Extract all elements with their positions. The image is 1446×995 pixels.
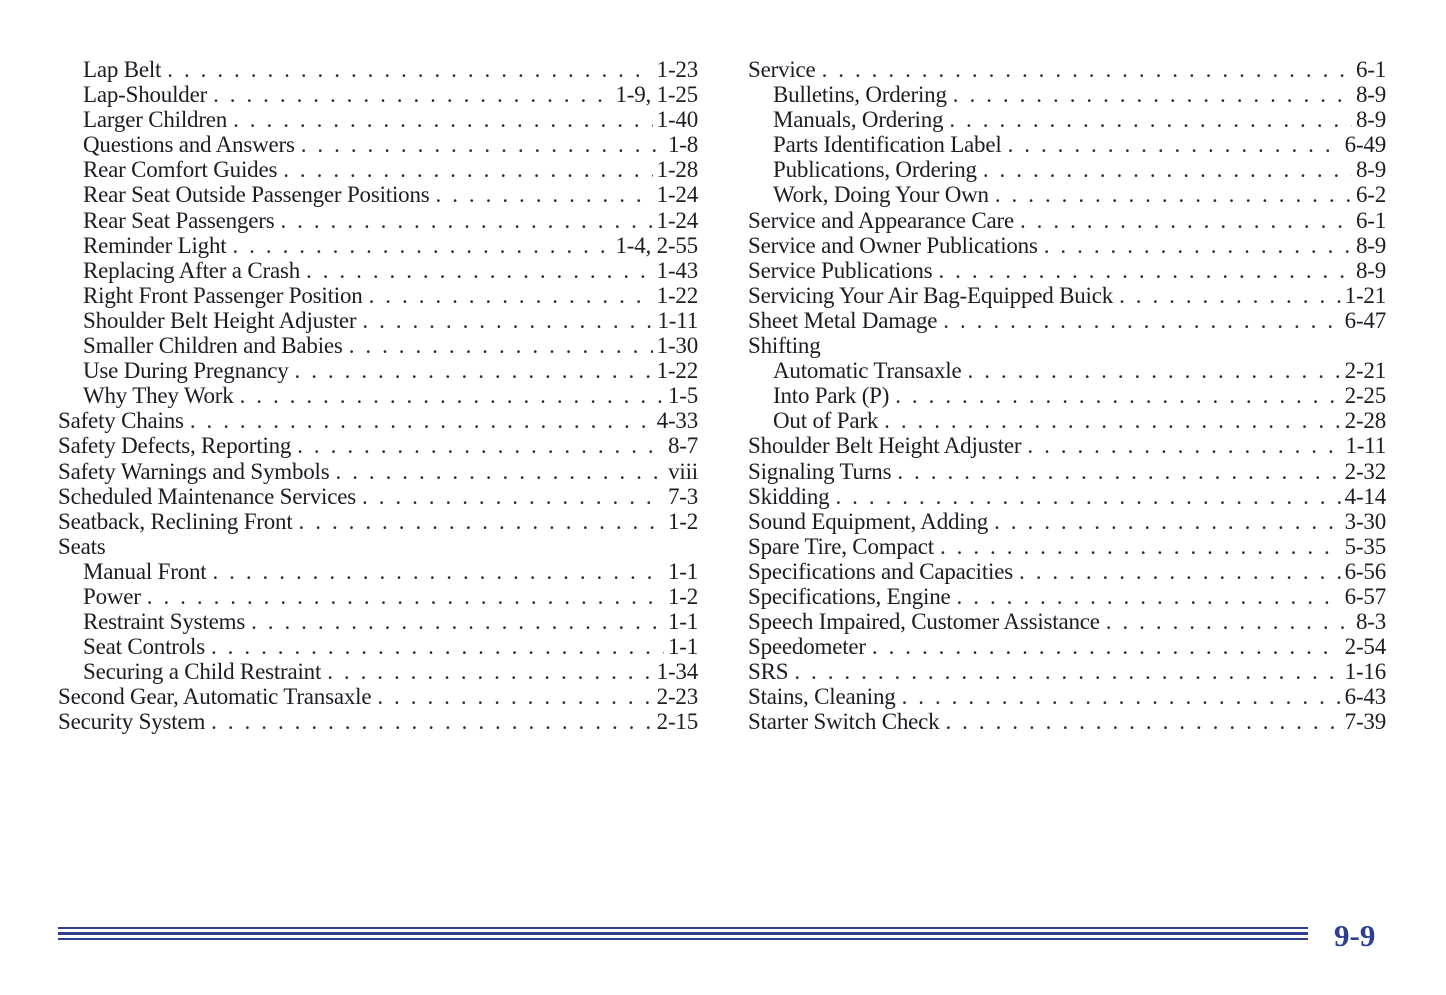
index-page-ref: 1-23	[656, 57, 698, 82]
index-entry	[58, 509, 698, 534]
dot-leader	[211, 709, 653, 734]
index-page-ref: 8-3	[1355, 609, 1386, 635]
dot-leader	[983, 157, 1352, 182]
index-page-ref: 1-1	[667, 634, 698, 660]
index-entry	[748, 358, 1386, 383]
index-entry	[748, 157, 1386, 182]
dot-leader	[835, 484, 1340, 509]
index-page-ref: 2-25	[1344, 383, 1386, 409]
index-entry	[58, 333, 698, 358]
index-entry	[748, 484, 1386, 509]
dot-leader	[902, 684, 1341, 709]
index-entry	[748, 182, 1386, 207]
index-page-ref: 2-23	[656, 684, 698, 710]
index-page-ref: 1-2	[667, 583, 698, 609]
dot-leader	[349, 333, 653, 358]
index-page-ref: 4-33	[656, 408, 698, 434]
dot-leader	[436, 182, 653, 207]
index-entry	[748, 107, 1386, 132]
index-entry	[748, 333, 1386, 358]
index-page-ref: 1-1	[667, 609, 698, 635]
index-entry	[58, 308, 698, 333]
index-page-ref: 1-11	[1345, 433, 1386, 459]
index-entry	[58, 684, 698, 709]
index-term: Safety Warnings and Symbols	[58, 458, 330, 484]
index-term: Parts Identification Label	[773, 132, 1002, 158]
index-entry	[748, 609, 1386, 634]
index-entry	[748, 408, 1386, 433]
index-page-ref: 1-1	[667, 558, 698, 584]
index-term: Spare Tire, Compact	[748, 533, 934, 559]
index-entry	[58, 559, 698, 584]
dot-leader	[940, 534, 1341, 559]
index-page-ref: 1-30	[656, 333, 698, 359]
index-entry	[58, 484, 698, 509]
index-page-ref: 1-24	[656, 207, 698, 233]
index-term: Automatic Transaxle	[773, 358, 962, 384]
dot-leader	[822, 57, 1352, 82]
index-page-ref: 7-39	[1344, 709, 1386, 735]
index-entry	[748, 132, 1386, 157]
index-page-ref: 3-30	[1344, 508, 1386, 534]
index-entry	[58, 283, 698, 308]
index-page-ref: 1-2	[667, 508, 698, 534]
index-page-ref: 2-15	[656, 709, 698, 735]
footer-rule-line	[58, 932, 1308, 935]
index-entry	[58, 258, 698, 283]
index-term: Out of Park	[773, 408, 879, 434]
dot-leader	[968, 358, 1341, 383]
index-page-ref: 8-9	[1355, 157, 1386, 183]
index-term: Lap-Shoulder	[83, 82, 208, 108]
index-term: Starter Switch Check	[748, 709, 940, 735]
index-entry	[748, 584, 1386, 609]
index-term: Service	[748, 57, 816, 82]
dot-leader	[995, 182, 1352, 207]
index-term: Bulletins, Ordering	[773, 82, 947, 108]
index-page-ref: 8-9	[1355, 232, 1386, 258]
index-entry	[58, 659, 698, 684]
index-term: Use During Pregnancy	[83, 358, 289, 384]
index-term: Manual Front	[83, 558, 207, 584]
index-entry	[58, 57, 698, 82]
index-entry	[748, 634, 1386, 659]
dot-leader	[299, 509, 664, 534]
index-term: Securing a Child Restraint	[83, 659, 322, 685]
dot-leader	[943, 308, 1340, 333]
footer-rule-line	[58, 927, 1308, 929]
index-term: Safety Defects, Reporting	[58, 433, 292, 459]
index-term: Questions and Answers	[83, 132, 295, 158]
index-page-ref: 7-3	[667, 483, 698, 509]
index-entry	[748, 383, 1386, 408]
index-entry	[748, 559, 1386, 584]
dot-leader	[884, 408, 1341, 433]
index-term: Shoulder Belt Height Adjuster	[83, 307, 357, 333]
index-page-ref: 1-43	[656, 257, 698, 283]
index-term: Sheet Metal Damage	[748, 307, 938, 333]
index-column-right	[748, 57, 1386, 735]
index-column-left	[58, 57, 698, 735]
index-term: Publications, Ordering	[773, 157, 977, 183]
index-term: Rear Seat Outside Passenger Positions	[83, 182, 430, 208]
index-page-ref: 1-22	[656, 358, 698, 384]
index-entry	[58, 408, 698, 433]
index-entry	[58, 157, 698, 182]
dot-leader	[897, 459, 1340, 484]
dot-leader	[211, 634, 664, 659]
index-page-ref: 2-28	[1344, 408, 1386, 434]
dot-leader	[794, 659, 1340, 684]
index-page-ref: 2-21	[1344, 358, 1386, 384]
index-term: Specifications, Engine	[748, 583, 951, 609]
index-page-ref: viii	[668, 458, 698, 484]
index-page-ref: 1-8	[667, 132, 698, 158]
dot-leader	[147, 584, 664, 609]
index-page-ref: 1-9, 1-25	[615, 82, 698, 108]
index-entry	[58, 459, 698, 484]
dot-leader	[295, 358, 653, 383]
dot-leader	[306, 258, 653, 283]
index-entry	[748, 534, 1386, 559]
index-page-ref: 1-16	[1344, 659, 1386, 685]
index-page-ref: 1-28	[656, 157, 698, 183]
index-entry	[748, 82, 1386, 107]
index-entry	[58, 634, 698, 659]
index-entry	[748, 433, 1386, 458]
index-page-ref: 6-2	[1355, 182, 1386, 208]
index-term: Service and Owner Publications	[748, 232, 1038, 258]
dot-leader	[895, 383, 1340, 408]
index-term: Shifting	[748, 333, 821, 359]
dot-leader	[1044, 233, 1352, 258]
index-page-ref: 8-9	[1355, 107, 1386, 133]
index-page-ref: 6-1	[1355, 57, 1386, 82]
index-entry	[748, 684, 1386, 709]
index-page-ref: 8-9	[1355, 82, 1386, 108]
index-page-ref: 2-32	[1344, 458, 1386, 484]
index-term: Smaller Children and Babies	[83, 333, 343, 359]
dot-leader	[1008, 132, 1341, 157]
dot-leader	[953, 82, 1352, 107]
index-page-ref: 1-22	[656, 282, 698, 308]
index-term: Sound Equipment, Adding	[748, 508, 989, 534]
index-term: Seatback, Reclining Front	[58, 508, 293, 534]
index-page-ref: 6-49	[1344, 132, 1386, 158]
dot-leader	[297, 433, 664, 458]
index-term: Into Park (P)	[773, 383, 890, 409]
index-entry	[58, 82, 698, 107]
index-term: Service Publications	[748, 257, 933, 283]
dot-leader	[327, 659, 652, 684]
index-term: Security System	[58, 709, 206, 735]
dot-leader	[369, 283, 653, 308]
index-entry	[58, 709, 698, 734]
dot-leader	[362, 484, 664, 509]
index-term: Right Front Passenger Position	[83, 282, 363, 308]
dot-leader	[336, 459, 665, 484]
index-term: Restraint Systems	[83, 609, 246, 635]
index-term: Skidding	[748, 483, 830, 509]
index-term: Scheduled Maintenance Services	[58, 483, 356, 509]
index-entry	[58, 132, 698, 157]
index-entry	[748, 283, 1386, 308]
dot-leader	[1020, 208, 1352, 233]
index-entry	[58, 208, 698, 233]
index-page-ref: 5-35	[1344, 533, 1386, 559]
dot-leader	[280, 208, 652, 233]
index-entry	[58, 383, 698, 408]
index-term: Second Gear, Automatic Transaxle	[58, 684, 372, 710]
dot-leader	[938, 258, 1352, 283]
dot-leader	[233, 107, 653, 132]
dot-leader	[240, 383, 664, 408]
dot-leader	[301, 132, 664, 157]
index-term: Seats	[58, 533, 106, 559]
index-term: Seat Controls	[83, 634, 205, 660]
index-entry	[58, 534, 698, 559]
index-entry	[58, 358, 698, 383]
index-page-ref: 1-24	[656, 182, 698, 208]
index-page-ref: 8-7	[667, 433, 698, 459]
index-entry	[748, 233, 1386, 258]
dot-leader	[190, 408, 653, 433]
index-term: Why They Work	[83, 383, 234, 409]
index-entry	[58, 233, 698, 258]
index-entry	[748, 208, 1386, 233]
index-page-ref: 1-21	[1344, 282, 1386, 308]
index-term: Shoulder Belt Height Adjuster	[748, 433, 1022, 459]
index-page-ref: 6-43	[1344, 684, 1386, 710]
index-term: Work, Doing Your Own	[773, 182, 989, 208]
index-entry	[58, 433, 698, 458]
page-number: 9-9	[1334, 918, 1376, 953]
dot-leader	[213, 82, 611, 107]
index-term: Speedometer	[748, 634, 866, 660]
index-term: Replacing After a Crash	[83, 257, 301, 283]
index-term: Signaling Turns	[748, 458, 892, 484]
dot-leader	[167, 57, 652, 82]
index-entry	[748, 459, 1386, 484]
dot-leader	[1027, 433, 1341, 458]
index-entry	[748, 308, 1386, 333]
index-entry	[58, 584, 698, 609]
index-term: Specifications and Capacities	[748, 558, 1014, 584]
index-page-ref: 1-40	[656, 107, 698, 133]
index-page-ref: 4-14	[1344, 483, 1386, 509]
dot-leader	[957, 584, 1341, 609]
index-page-ref: 6-57	[1344, 583, 1386, 609]
dot-leader	[1019, 559, 1341, 584]
dot-leader	[945, 709, 1340, 734]
footer-rule	[58, 927, 1308, 941]
dot-leader	[994, 509, 1341, 534]
index-page-ref: 6-56	[1344, 558, 1386, 584]
index-page-ref: 1-4, 2-55	[615, 232, 698, 258]
index-page-ref: 2-54	[1344, 634, 1386, 660]
index-term: Safety Chains	[58, 408, 184, 434]
index-term: Speech Impaired, Customer Assistance	[748, 609, 1100, 635]
index-term: Larger Children	[83, 107, 228, 133]
index-entry	[58, 609, 698, 634]
index-term: Stains, Cleaning	[748, 684, 896, 710]
footer-rule-line	[58, 938, 1308, 940]
index-page-ref: 1-34	[656, 659, 698, 685]
dot-leader	[377, 684, 652, 709]
index-page-ref: 6-47	[1344, 307, 1386, 333]
index-term: Manuals, Ordering	[773, 107, 944, 133]
index-term: Rear Comfort Guides	[83, 157, 278, 183]
index-term: Lap Belt	[83, 57, 162, 82]
index-entry	[748, 659, 1386, 684]
index-entry	[748, 509, 1386, 534]
index-entry	[748, 258, 1386, 283]
dot-leader	[212, 559, 663, 584]
dot-leader	[872, 634, 1341, 659]
index-entry	[58, 107, 698, 132]
index-term: Power	[83, 583, 141, 609]
index-page-ref: 6-1	[1355, 207, 1386, 233]
dot-leader	[949, 107, 1352, 132]
dot-leader	[232, 233, 611, 258]
dot-leader	[1119, 283, 1341, 308]
index-entry	[58, 182, 698, 207]
dot-leader	[362, 308, 653, 333]
index-term: Service and Appearance Care	[748, 207, 1014, 233]
index-entry	[748, 709, 1386, 734]
index-entry	[748, 57, 1386, 82]
dot-leader	[251, 609, 664, 634]
index-term: Rear Seat Passengers	[83, 207, 275, 233]
dot-leader	[1106, 609, 1352, 634]
index-page-ref: 1-5	[667, 383, 698, 409]
index-page-ref: 8-9	[1355, 257, 1386, 283]
index-page-ref: 1-11	[657, 307, 698, 333]
index-term: Reminder Light	[83, 232, 227, 258]
index-term: SRS	[748, 659, 789, 685]
dot-leader	[283, 157, 652, 182]
index-term: Servicing Your Air Bag-Equipped Buick	[748, 282, 1114, 308]
